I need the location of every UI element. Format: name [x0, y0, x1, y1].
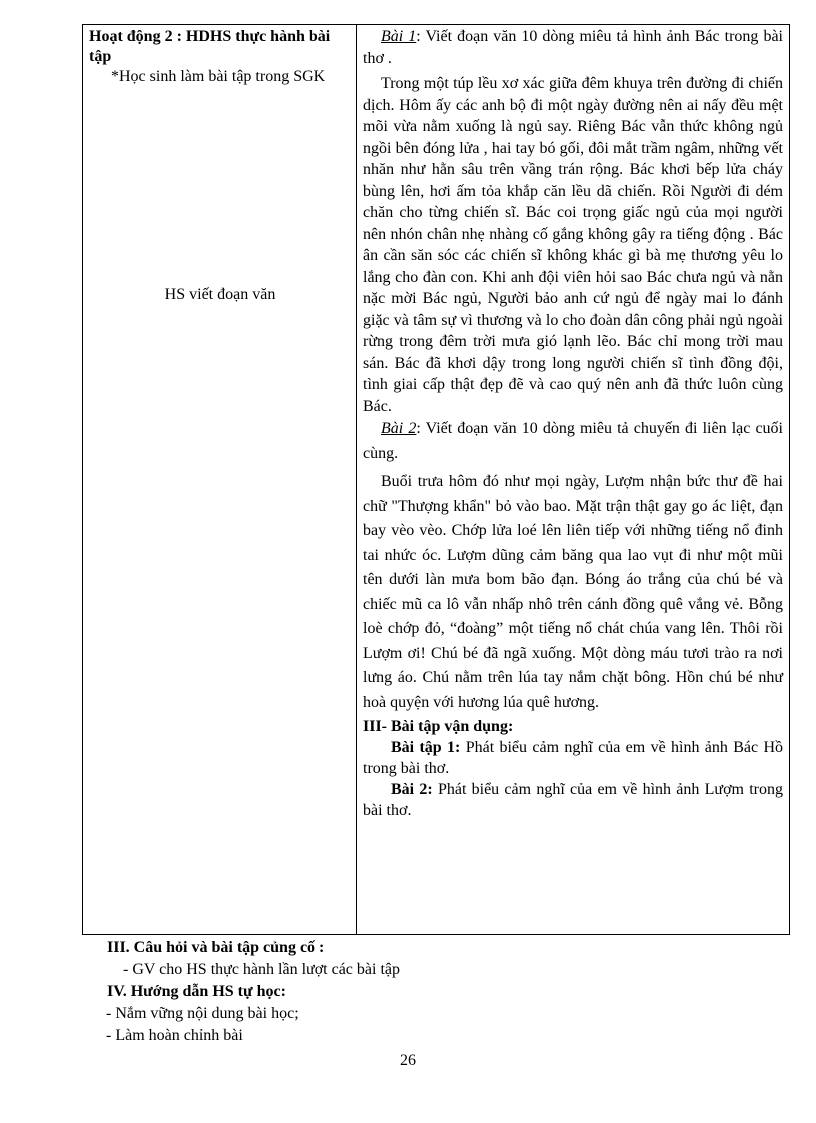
hs-label: HS viết đoạn văn	[164, 286, 276, 303]
follow-up-sections	[107, 937, 807, 1047]
exercise-2	[363, 779, 783, 821]
bai2-paragraph: Buổi trưa hôm đó như mọi ngày, Lượm nhận bức thư đề hai chữ "Thượng khẩn" bỏ vào bao. Mặt trận thật gay go ác liệt, đạn bay vèo vèo. Chớp lửa loé lên liên tiếp với những tiếng nổ đinh tai nhức óc. Lượm dũng cảm băng qua lao vụt đi như một mũi tên dưới làn mưa bom bão đạn. Bóng áo trắng của chú bé và chiếc mũ ca lô vẫn nhấp nhô trên cánh đồng quê vắng vẻ. Bỗng loè chớp đỏ, “đoàng” một tiếng nổ chát chúa vang lên. Thôi rồi Lượm ơi! Chú bé đã ngã xuống. Một dòng máu tươi trào ra nơi lưng áo. Chú nằm trên lúa tay nắm chặt bông. Hồn chú bé như hoà quyện với hương lúa quê hương.	[363, 473, 783, 711]
left-column	[89, 27, 351, 303]
section3-title: III- Bài tập vận dụng:	[363, 718, 514, 735]
section-4-item-2: - Làm hoàn chỉnh bài	[106, 1027, 243, 1044]
bai1-task: : Viết đoạn văn 10 dòng miêu tả hình ảnh Bác trong bài thơ .	[363, 28, 783, 67]
bai2-task: : Viết đoạn văn 10 dòng miêu tả chuyến đi liên lạc cuối cùng.	[363, 420, 784, 462]
exercise-2-text: Phát biểu cảm nghĩ của em về hình ảnh Lượm trong bài thơ.	[363, 781, 784, 819]
section-3-title: III. Câu hỏi và bài tập củng cố :	[107, 939, 325, 956]
page-number: 26	[400, 1052, 416, 1069]
activity-table	[82, 24, 790, 935]
activity-note: *Học sinh làm bài tập trong SGK	[111, 68, 326, 85]
exercise-1	[363, 737, 783, 779]
exercise-1-text: Phát biểu cảm nghĩ của em về hình ảnh Bác Hồ trong bài thơ.	[363, 739, 784, 777]
bai2-heading	[363, 417, 783, 466]
exercise-1-label: Bài tập 1:	[391, 739, 461, 756]
column-divider	[356, 25, 357, 934]
bai2-label: Bài 2	[381, 420, 417, 437]
section-3-item: - GV cho HS thực hành lần lượt các bài tập	[123, 961, 400, 978]
activity-heading: Hoạt động 2 : HDHS thực hành bài tập	[89, 28, 331, 65]
section-4-item-1: - Nắm vững nội dung bài học;	[106, 1005, 299, 1022]
right-column	[363, 26, 783, 821]
section-4-title: IV. Hướng dẫn HS tự học:	[107, 983, 286, 1000]
bai1-paragraph: Trong một túp lều xơ xác giữa đêm khuya trên đường đi chiến dịch. Hôm ấy các anh bộ đi một ngày đường nên ai nấy đều mệt mõi vừa nằm xuống là ngủ say. Riêng Bác vẫn thức không ngủ ngồi bên đóng lửa , hai tay bó gối, đôi mắt trầm ngâm, những vết nhăn như hằn sâu trên vầng trán rộng. Bác khơi bếp lửa cháy bùng lên, hơi ấm tỏa khắp căn lều dã chiến. Rồi Người đi dém chăn cho từng chiến sĩ. Bác coi trọng giấc ngủ của mọi người nên nhón chân nhẹ nhàng cố gắng không gây ra tiếng động . Bác ân cần săn sóc các chiến sĩ không khác gì bà mẹ thương yêu lo lắng cho đàn con. Khi anh đội viên hỏi sao Bác chưa ngủ và nằn nặc mời Bác ngủ, Người bảo anh cứ ngủ để ngày mai lo đánh giặc và tâm sự vì thương và lo cho đoàn dân công phải ngủ ngoài rừng trong đêm trời mưa gió lạnh lẽo. Bác chỉ mong trời mau sán. Bác đã khơi dậy trong long người chiến sĩ tình đồng đội, tình giai cấp thật đẹp đẽ và cao quý nên anh đã thức luôn cùng Bác.	[363, 75, 783, 415]
bai1-label: Bài 1	[381, 28, 417, 45]
exercise-2-label: Bài 2:	[391, 781, 433, 798]
bai1-heading	[363, 26, 783, 69]
